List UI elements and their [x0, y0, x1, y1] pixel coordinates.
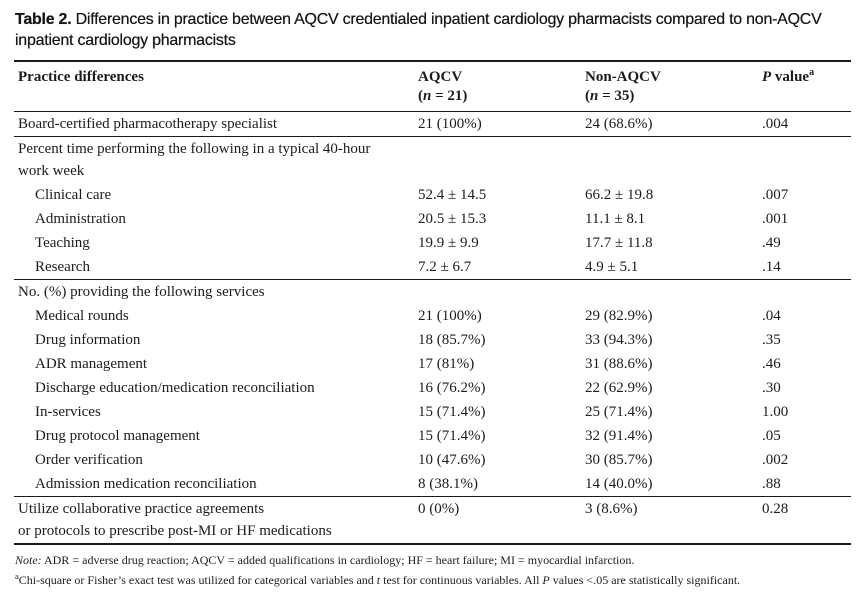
cell-p-value: .04 [762, 308, 781, 324]
data-table [14, 60, 851, 545]
column-header-aqcv-n: (n = 21) [418, 88, 468, 104]
table-row [14, 376, 851, 400]
table-row [14, 255, 851, 280]
section-row [14, 137, 851, 184]
cell-label: Order verification [35, 452, 143, 468]
cell-label: Administration [35, 211, 126, 227]
column-header-non-aqcv [581, 61, 758, 112]
cell-aqcv-value: 15 (71.4%) [418, 404, 486, 420]
table-title-text: Differences in practice between AQCV credentialed inpatient cardiology pharmacists compared to non-AQCV inpatient cardiology pharmacists [15, 11, 822, 49]
cell-label: Board-certified pharmacotherapy specialist [14, 112, 414, 137]
cell-section-label: Percent time performing the following in a typical 40-hour work week [18, 141, 371, 179]
cell-section-label: No. (%) providing the following services [18, 284, 265, 300]
table-row [14, 448, 851, 472]
table-row [14, 207, 851, 231]
cell-p-value: .30 [762, 380, 781, 396]
cell-p-value: .46 [762, 356, 781, 372]
table-title [15, 9, 827, 51]
cell-label: ADR management [35, 356, 148, 372]
cell-non-aqcv-value: 17.7 ± 11.8 [585, 235, 653, 251]
cell-non-aqcv-value: 29 (82.9%) [585, 308, 653, 324]
cell-p-value: .05 [762, 428, 781, 444]
table-row [14, 424, 851, 448]
cell-non-aqcv-value: 33 (94.3%) [585, 332, 653, 348]
cell-p-value: .007 [762, 187, 789, 203]
cell-label: Utilize collaborative practice agreements or protocols to prescribe post-MI or HF medications [14, 497, 414, 545]
cell-label: Research [14, 255, 414, 280]
cell-label: Clinical care [35, 187, 112, 203]
footnote-marker-a: a [15, 571, 19, 581]
cell-aqcv-value: 21 (100%) [414, 112, 581, 137]
table-row [14, 328, 851, 352]
table-number-label: Table 2. [15, 11, 72, 28]
column-header-non-aqcv-n: (n = 35) [585, 88, 635, 104]
cell-p-value: .004 [758, 112, 851, 137]
cell-p-value: .49 [762, 235, 781, 251]
cell-p-value: 1.00 [762, 404, 789, 420]
cell-label: Teaching [35, 235, 90, 251]
footnote-marker-a: a [809, 67, 815, 78]
cell-label: Medical rounds [35, 308, 129, 324]
cell-non-aqcv-value: 11.1 ± 8.1 [585, 211, 646, 227]
cell-aqcv-value: 7.2 ± 6.7 [414, 255, 581, 280]
column-header-aqcv [414, 61, 581, 112]
table-row [14, 183, 851, 207]
cell-label: Drug protocol management [35, 428, 200, 444]
cell-aqcv-value: 15 (71.4%) [418, 428, 486, 444]
cell-aqcv-value: 16 (76.2%) [418, 380, 486, 396]
cell-aqcv-value: 19.9 ± 9.9 [418, 235, 479, 251]
cell-p-value: .35 [762, 332, 781, 348]
cell-non-aqcv-value: 30 (85.7%) [585, 452, 653, 468]
cell-p-value: .88 [758, 472, 851, 497]
cell-p-value: 0.28 [758, 497, 851, 545]
n-symbol: n [590, 88, 599, 104]
cell-non-aqcv-value: 24 (68.6%) [581, 112, 758, 137]
cell-non-aqcv-value: 66.2 ± 19.8 [585, 187, 654, 203]
column-header-non-aqcv-name: Non-AQCV [585, 69, 661, 85]
cell-p-value: .14 [758, 255, 851, 280]
cell-aqcv-value: 21 (100%) [418, 308, 482, 324]
cell-non-aqcv-value: 3 (8.6%) [581, 497, 758, 545]
cell-aqcv-value: 52.4 ± 14.5 [418, 187, 487, 203]
table-row [14, 472, 851, 497]
footnote-a: $^a$Chi-square or Fisher’s exact test was utilized for categorical variables and t test for continuous variables. All P values <.05 are statistically significant. [15, 571, 741, 587]
table-row [14, 400, 851, 424]
cell-non-aqcv-value: 4.9 ± 5.1 [581, 255, 758, 280]
footnote-note: Note: ADR = adverse drug reaction; AQCV = added qualifications in cardiology; HF = heart failure; MI = myocardial infarction. [15, 553, 635, 567]
cell-label: Drug information [35, 332, 141, 348]
cell-aqcv-value: 10 (47.6%) [418, 452, 486, 468]
cell-aqcv-value: 8 (38.1%) [414, 472, 581, 497]
note-label: Note: [15, 553, 42, 567]
table-row [14, 304, 851, 328]
table-row [14, 352, 851, 376]
cell-aqcv-value: 17 (81%) [418, 356, 475, 372]
cell-non-aqcv-value: 32 (91.4%) [585, 428, 653, 444]
t-symbol: t [376, 573, 381, 587]
column-header-practice-differences: Practice differences [14, 61, 414, 112]
p-symbol: P [762, 69, 772, 85]
cell-aqcv-value: 18 (85.7%) [418, 332, 486, 348]
cell-p-value: .002 [762, 452, 789, 468]
section-row [14, 280, 851, 305]
cell-p-value: .001 [762, 211, 789, 227]
p-symbol: P [542, 573, 550, 587]
column-header-p-value: P value$^a$ [758, 61, 851, 112]
cell-label: In-services [35, 404, 101, 420]
cell-non-aqcv-value: 31 (88.6%) [585, 356, 653, 372]
cell-aqcv-value: 0 (0%) [414, 497, 581, 545]
column-header-aqcv-name: AQCV [418, 69, 463, 85]
cell-label: Admission medication reconciliation [14, 472, 414, 497]
table-row [14, 497, 851, 545]
cell-label: Discharge education/medication reconciliation [35, 380, 315, 396]
table-row [14, 231, 851, 255]
table-header-row [14, 61, 851, 112]
cell-non-aqcv-value: 25 (71.4%) [585, 404, 653, 420]
cell-aqcv-value: 20.5 ± 15.3 [418, 211, 487, 227]
n-symbol: n [423, 88, 432, 104]
table-row [14, 112, 851, 137]
cell-non-aqcv-value: 22 (62.9%) [585, 380, 653, 396]
cell-non-aqcv-value: 14 (40.0%) [581, 472, 758, 497]
footnotes [15, 550, 851, 590]
